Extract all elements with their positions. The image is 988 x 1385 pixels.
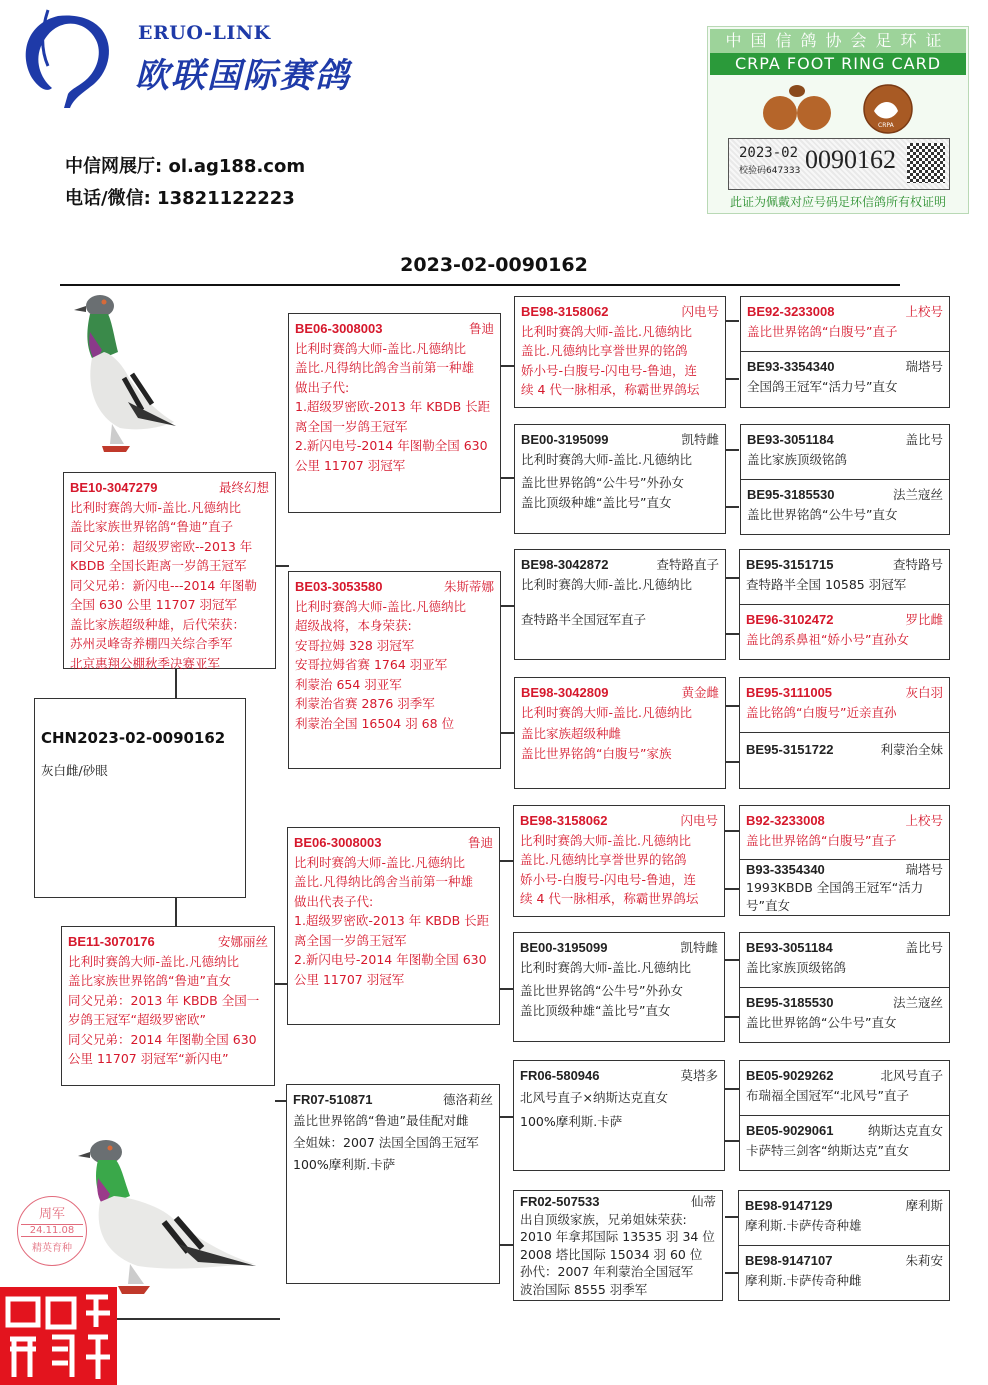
ring-check-code: 校验码647333 — [739, 166, 801, 176]
gen3-box-5[interactable] — [513, 805, 725, 917]
detail-line: 盖比世界铭鸽“白腹号”直子 — [746, 832, 897, 848]
detail-line: 公里 11707 羽冠军 — [294, 971, 405, 987]
detail-line: KBDB 全国长距离一岁鸽王冠军 — [70, 558, 247, 573]
pigeon-name: 上校号 — [905, 813, 943, 828]
pigeon-photo-top — [68, 292, 178, 462]
gen3-box-3[interactable] — [514, 549, 726, 660]
ring-number: BE98-3042872 — [521, 557, 609, 572]
detail-line: 1.超级罗密欧-2013 年 KBDB 长距 — [295, 399, 491, 414]
detail-line: 盖比顶级种雄“盖比号”直女 — [521, 494, 672, 510]
ring-number: BE03-3053580 — [295, 579, 383, 594]
gen3-box-4[interactable] — [514, 677, 726, 789]
detail-line: 比利时赛鸽大师-盖比.凡德纳比 — [294, 854, 465, 870]
detail-line: 盖比世界铭鸽“白腹号”家族 — [521, 745, 672, 761]
pigeon-name: 鲁迪 — [468, 321, 494, 336]
subject-ring-number: CHN2023-02-0090162 — [41, 729, 226, 747]
ring-number: BE95-3185530 — [746, 995, 834, 1010]
detail-line: 做出子代: — [295, 379, 350, 395]
pigeon-name: 查特路直子 — [656, 557, 719, 572]
detail-line: 100%摩利斯.卡萨 — [293, 1156, 396, 1172]
ring-number-panel — [728, 138, 950, 190]
detail-line: 盖比家族世界铭鸽“鲁迪”直子 — [70, 519, 233, 534]
connector-line — [725, 705, 739, 707]
pigeon-photo-bottom — [78, 1136, 258, 1306]
stamp-bottom-text: 精英育种 — [32, 1243, 72, 1254]
connector-line — [275, 565, 289, 567]
gen4-box-13[interactable] — [739, 1060, 950, 1116]
sire-dam-box[interactable] — [288, 571, 501, 769]
red-seal-icon — [0, 1287, 117, 1385]
ring-number: BE96-3102472 — [746, 612, 834, 627]
gen4-box-9[interactable] — [739, 805, 950, 860]
dam-box[interactable] — [61, 926, 275, 1086]
pigeon-name: 盖比号 — [905, 940, 943, 955]
ring-number: BE00-3195099 — [520, 940, 608, 955]
title-divider — [60, 284, 900, 286]
gen4-box-10[interactable] — [739, 859, 950, 916]
connector-line — [725, 506, 739, 508]
detail-line: 盖比家族超级种雄，后代荣获： — [70, 616, 246, 632]
detail-line: 盖比世界铭鸽“公牛号”直女 — [747, 506, 898, 522]
pigeon-name: 鲁迪 — [467, 835, 493, 850]
connector-line — [500, 860, 514, 862]
detail-line: 2.新闪电号-2014 年图勒全国 630 — [294, 952, 487, 967]
connector-line — [725, 378, 739, 380]
detail-line: 盖比世界铭鸽“白腹号”直子 — [747, 323, 898, 339]
ring-number: FR02-507533 — [520, 1194, 600, 1209]
connector-line — [725, 449, 739, 451]
dove-logo-icon — [18, 8, 118, 113]
pigeon-name: 法兰寇丝 — [892, 487, 943, 502]
pigeon-name: 利蒙治全妹 — [880, 742, 943, 757]
detail-line: 波治国际 8555 羽季军 — [520, 1281, 648, 1297]
pigeon-name: 纳斯达克直女 — [867, 1123, 943, 1138]
pigeon-name: 仙蒂 — [690, 1194, 716, 1209]
detail-line: 盖比家族世界铭鸽“鲁迪”直女 — [68, 973, 231, 988]
detail-line: 盖比.凡德纳比享誉世界的铭鸽 — [520, 852, 687, 867]
ring-number: BE98-3158062 — [521, 304, 609, 319]
connector-line — [725, 1216, 739, 1218]
detail-line: 做出代表子代: — [294, 893, 374, 909]
pigeon-name: 瑞塔号 — [905, 359, 943, 374]
detail-line: 盖比家族超级种雌 — [521, 726, 622, 741]
gen3-box-2[interactable] — [514, 424, 726, 534]
detail-line: 查特路半全国 10585 羽冠军 — [746, 576, 907, 592]
detail-line: 安哥拉姆省赛 1764 羽亚军 — [295, 657, 448, 672]
ring-number: BE05-9029061 — [746, 1123, 834, 1138]
ring-number: BE00-3195099 — [521, 432, 609, 447]
detail-line: 盖比.凡得纳比鸽舍当前第一种雄 — [294, 874, 473, 889]
detail-line: 盖比世界铭鸽“公牛号”外孙女 — [520, 983, 683, 998]
detail-line: 岁鸽王冠军“超级罗密欧” — [68, 1012, 206, 1027]
ring-number: B92-3233008 — [746, 813, 825, 828]
gen4-box-4[interactable] — [740, 479, 950, 535]
phone-wechat: 电话/微信: 13821122223 — [65, 188, 295, 209]
gen4-box-8[interactable] — [739, 732, 950, 789]
foot-ring-card — [707, 26, 969, 214]
ring-number: BE98-3042809 — [521, 685, 609, 700]
connector-line — [725, 888, 739, 890]
detail-line: 比利时赛鸽大师-盖比.凡德纳比 — [521, 576, 692, 592]
ring-number: BE95-3111005 — [746, 685, 833, 700]
detail-line: 超级战将，本身荣获: — [295, 618, 412, 633]
connector-line — [500, 1244, 514, 1246]
pigeon-name: 闪电号 — [681, 304, 719, 319]
detail-line: 比利时赛鸽大师-盖比.凡德纳比 — [520, 832, 691, 848]
detail-line: 号”直女 — [746, 898, 790, 913]
ring-number: FR06-580946 — [520, 1068, 600, 1083]
detail-line: 盖比世界铭鸽“公牛号”外孙女 — [521, 475, 684, 490]
stamp-top-text: 周军 — [38, 1207, 65, 1222]
detail-line: 北风号直子×纳斯达克直女 — [520, 1089, 668, 1105]
detail-line: 盖比铭鸽“白腹号”近亲直孙 — [746, 704, 897, 720]
stamp-date-text: 24.11.08 — [21, 1224, 83, 1237]
detail-line: 盖比世界铭鸽“鲁迪”最佳配对雌 — [293, 1112, 469, 1128]
detail-line: 比利时赛鸽大师-盖比.凡德纳比 — [70, 499, 241, 515]
detail-line: 离全国一岁鸽王冠军 — [295, 418, 408, 434]
ring-card-title-en: CRPA FOOT RING CARD — [710, 53, 966, 75]
ring-number: BE10-3047279 — [70, 480, 158, 495]
dam-dam-box[interactable] — [286, 1084, 500, 1284]
detail-line: 全姐妹：2007 法国全国鸽王冠军 — [293, 1134, 479, 1150]
gen3-box-7[interactable] — [513, 1060, 725, 1171]
ring-number: BE98-3158062 — [520, 813, 608, 828]
subject-pigeon-box[interactable] — [34, 698, 246, 898]
ring-number: BE05-9029262 — [746, 1068, 834, 1083]
detail-line: 娇小号-白腹号-闪电号-鲁迪，连 — [520, 871, 697, 887]
gen4-box-14[interactable] — [739, 1115, 950, 1171]
pigeon-name: 朱斯蒂娜 — [443, 579, 494, 594]
detail-line: 盖比顶级种雄“盖比号”直女 — [520, 1002, 671, 1018]
detail-line: 利蒙治省赛 2876 羽季军 — [295, 696, 435, 711]
qr-code-icon — [907, 143, 945, 183]
gen3-box-6[interactable] — [513, 932, 725, 1042]
detail-line: 同父兄弟：2014 年图勒全国 630 — [68, 1031, 257, 1047]
gen4-box-6[interactable] — [739, 604, 950, 660]
brand-english-name: ERUO-LINK — [138, 22, 271, 44]
detail-line: 盖比.凡得纳比鸽舍当前第一种雄 — [295, 360, 474, 375]
detail-line: 利蒙治 654 羽亚军 — [295, 676, 402, 692]
pigeon-name: 瑞塔号 — [905, 862, 943, 877]
pigeon-name: 最终幻想 — [218, 480, 269, 495]
ring-number: BE92-3233008 — [747, 304, 835, 319]
brand-chinese-name: 欧联国际赛鸽 — [135, 56, 351, 96]
detail-line: 摩利斯.卡萨传奇种雌 — [745, 1272, 862, 1288]
ring-card-title-cn: 中国信鸽协会足环证 — [710, 29, 966, 53]
detail-line: 同父兄弟：超级罗密欧--2013 年 — [70, 538, 253, 554]
ring-number: BE93-3354340 — [747, 359, 835, 374]
pedigree-title: 2023-02-0090162 — [400, 254, 588, 276]
detail-line: 苏州灵峰寄养棚四关综合季军 — [70, 636, 233, 651]
ring-year-code: 2023-02 — [739, 145, 799, 161]
detail-line: 孙代：2007 年利蒙治全国冠军 — [520, 1264, 694, 1279]
detail-line: 比利时赛鸽大师-盖比.凡德纳比 — [68, 953, 239, 969]
detail-line: 娇小号-白腹号-闪电号-鲁迪，连 — [521, 362, 698, 378]
connector-line — [725, 1088, 739, 1090]
detail-line: 利蒙治全国 16504 羽 68 位 — [295, 715, 455, 731]
connector-line — [725, 830, 739, 832]
detail-line: 2010 年拿邦国际 13535 羽 34 位 — [520, 1229, 715, 1244]
ring-number: BE06-3008003 — [294, 835, 382, 850]
detail-line: 同父兄弟：新闪电---2014 年图勒 — [70, 577, 257, 593]
connector-line — [725, 1016, 739, 1018]
detail-line: 卡萨特三剑客“纳斯达克”直女 — [746, 1142, 909, 1158]
detail-line: 比利时赛鸽大师-盖比.凡德纳比 — [520, 959, 691, 975]
detail-line: 盖比鸽系鼻祖“娇小号”直孙女 — [746, 631, 909, 647]
detail-line: 离全国一岁鸽王冠军 — [294, 932, 407, 948]
pigeon-name: 北风号直子 — [880, 1068, 943, 1083]
detail-line: 全国鸽王冠军“活力号”直女 — [747, 378, 898, 394]
detail-line: 续 4 代一脉相承，称霸世界鸽坛 — [520, 891, 699, 906]
gen4-box-11[interactable] — [739, 932, 950, 988]
gen3-box-1[interactable] — [514, 296, 726, 408]
ring-number: BE98-9147129 — [745, 1198, 833, 1213]
connector-line — [725, 761, 739, 763]
detail-line: 出自顶级家族，兄弟姐妹荣获: — [520, 1211, 687, 1227]
detail-line: 2008 塔比国际 15034 羽 60 位 — [520, 1246, 703, 1262]
detail-line: 查特路半全国冠军直子 — [521, 612, 647, 627]
ring-number: BE98-9147107 — [745, 1253, 833, 1268]
date-stamp — [17, 1196, 87, 1266]
globe-pigeon-logo-icon — [762, 81, 922, 137]
gen4-box-2[interactable] — [740, 351, 950, 408]
detail-line: 盖比家族顶级铭鸽 — [746, 959, 847, 975]
pigeon-name: 凯特雌 — [680, 940, 718, 955]
ring-card-footer: 此证为佩戴对应号码足环信鸽所有权证明 — [729, 195, 946, 209]
connector-line — [175, 897, 177, 926]
gen3-box-8[interactable] — [513, 1190, 723, 1301]
ring-number: BE06-3008003 — [295, 321, 383, 336]
connector-line — [725, 633, 739, 635]
sire-sire-box[interactable] — [288, 313, 501, 513]
connector-line — [725, 577, 739, 579]
sire-box[interactable] — [63, 472, 276, 669]
detail-line: 北京惠翔公棚秋季决赛亚军 — [70, 655, 221, 671]
detail-line: 比利时赛鸽大师-盖比.凡德纳比 — [521, 704, 692, 720]
detail-line: 安哥拉姆 328 羽冠军 — [295, 637, 415, 653]
subject-description: 灰白雌/砂眼 — [41, 762, 108, 778]
detail-line: 布瑞福全国冠军“北风号”直子 — [746, 1087, 909, 1103]
pigeon-name: 上校号 — [905, 304, 943, 319]
ring-number: BE95-3151715 — [746, 557, 834, 572]
detail-line: 公里 11707 羽冠军“新闪电” — [68, 1051, 229, 1066]
connector-line — [500, 365, 514, 367]
gen4-box-16[interactable] — [738, 1245, 950, 1301]
ring-number: BE93-3051184 — [746, 940, 833, 955]
detail-line: 1.超级罗密欧-2013 年 KBDB 长距 — [294, 913, 490, 928]
pigeon-name: 安娜丽丝 — [217, 934, 268, 949]
connector-line — [725, 1272, 739, 1274]
crpa-logo-text: CRPA — [878, 122, 894, 129]
detail-line: 全国 630 公里 11707 羽冠军 — [70, 597, 238, 612]
pigeon-name: 摩利斯 — [905, 1198, 943, 1213]
gen4-box-12[interactable] — [739, 987, 950, 1043]
pigeon-name: 莫塔多 — [680, 1068, 718, 1083]
pigeon-name: 黄金雌 — [681, 685, 719, 700]
pigeon-name: 闪电号 — [680, 813, 718, 828]
pigeon-name: 朱莉安 — [905, 1253, 943, 1268]
detail-line: 比利时赛鸽大师-盖比.凡德纳比 — [521, 451, 692, 467]
pigeon-name: 查特路号 — [892, 557, 943, 572]
detail-line: 同父兄弟：2013 年 KBDB 全国一 — [68, 992, 260, 1008]
connector-line — [725, 959, 739, 961]
ring-number: FR07-510871 — [293, 1092, 373, 1107]
showroom-link[interactable]: 中信网展厅: ol.ag188.com — [65, 156, 306, 177]
pigeon-name: 德洛莉丝 — [442, 1092, 493, 1107]
pigeon-name: 盖比号 — [905, 432, 943, 447]
gen4-box-15[interactable] — [738, 1190, 950, 1246]
pigeon-name: 灰白羽 — [905, 685, 943, 700]
gen4-box-7[interactable] — [739, 677, 950, 733]
ring-number: 0090162 — [805, 145, 896, 174]
ring-number: BE11-3070176 — [68, 934, 155, 949]
detail-line: 比利时赛鸽大师-盖比.凡德纳比 — [295, 598, 466, 614]
detail-line: 2.新闪电号-2014 年图勒全国 630 — [295, 438, 488, 453]
detail-line: 比利时赛鸽大师-盖比.凡德纳比 — [521, 323, 692, 339]
connector-line — [500, 988, 514, 990]
dam-sire-box[interactable] — [287, 827, 500, 1025]
detail-line: 盖比.凡德纳比享誉世界的铭鸽 — [521, 343, 688, 358]
detail-line: 盖比世界铭鸽“公牛号”直女 — [746, 1014, 897, 1030]
pigeon-name: 凯特雌 — [681, 432, 719, 447]
detail-line: 100%摩利斯.卡萨 — [520, 1113, 623, 1129]
detail-line: 公里 11707 羽冠军 — [295, 457, 406, 473]
gen4-box-5[interactable] — [739, 549, 950, 605]
gen4-box-3[interactable] — [740, 424, 950, 480]
detail-line: 盖比家族顶级铭鸽 — [747, 451, 848, 467]
detail-line: 1993KBDB 全国鸽王冠军“活力 — [746, 880, 924, 895]
detail-line: 摩利斯.卡萨传奇种雄 — [745, 1217, 862, 1233]
connector-line — [500, 605, 514, 607]
connector-line — [500, 732, 514, 734]
pigeon-name: 罗比雌 — [905, 612, 943, 627]
pigeon-name: 法兰寇丝 — [892, 995, 943, 1010]
connector-line — [725, 320, 739, 322]
gen4-box-1[interactable] — [740, 296, 950, 352]
connector-line — [500, 477, 514, 479]
ring-number: BE95-3151722 — [746, 742, 834, 757]
connector-line — [500, 1116, 514, 1118]
detail-line: 续 4 代一脉相承，称霸世界鸽坛 — [521, 382, 700, 397]
ring-number: BE93-3051184 — [747, 432, 834, 447]
ring-number: B93-3354340 — [746, 862, 825, 877]
detail-line: 比利时赛鸽大师-盖比.凡德纳比 — [295, 340, 466, 356]
ring-number: BE95-3185530 — [747, 487, 835, 502]
connector-line — [725, 1140, 739, 1142]
